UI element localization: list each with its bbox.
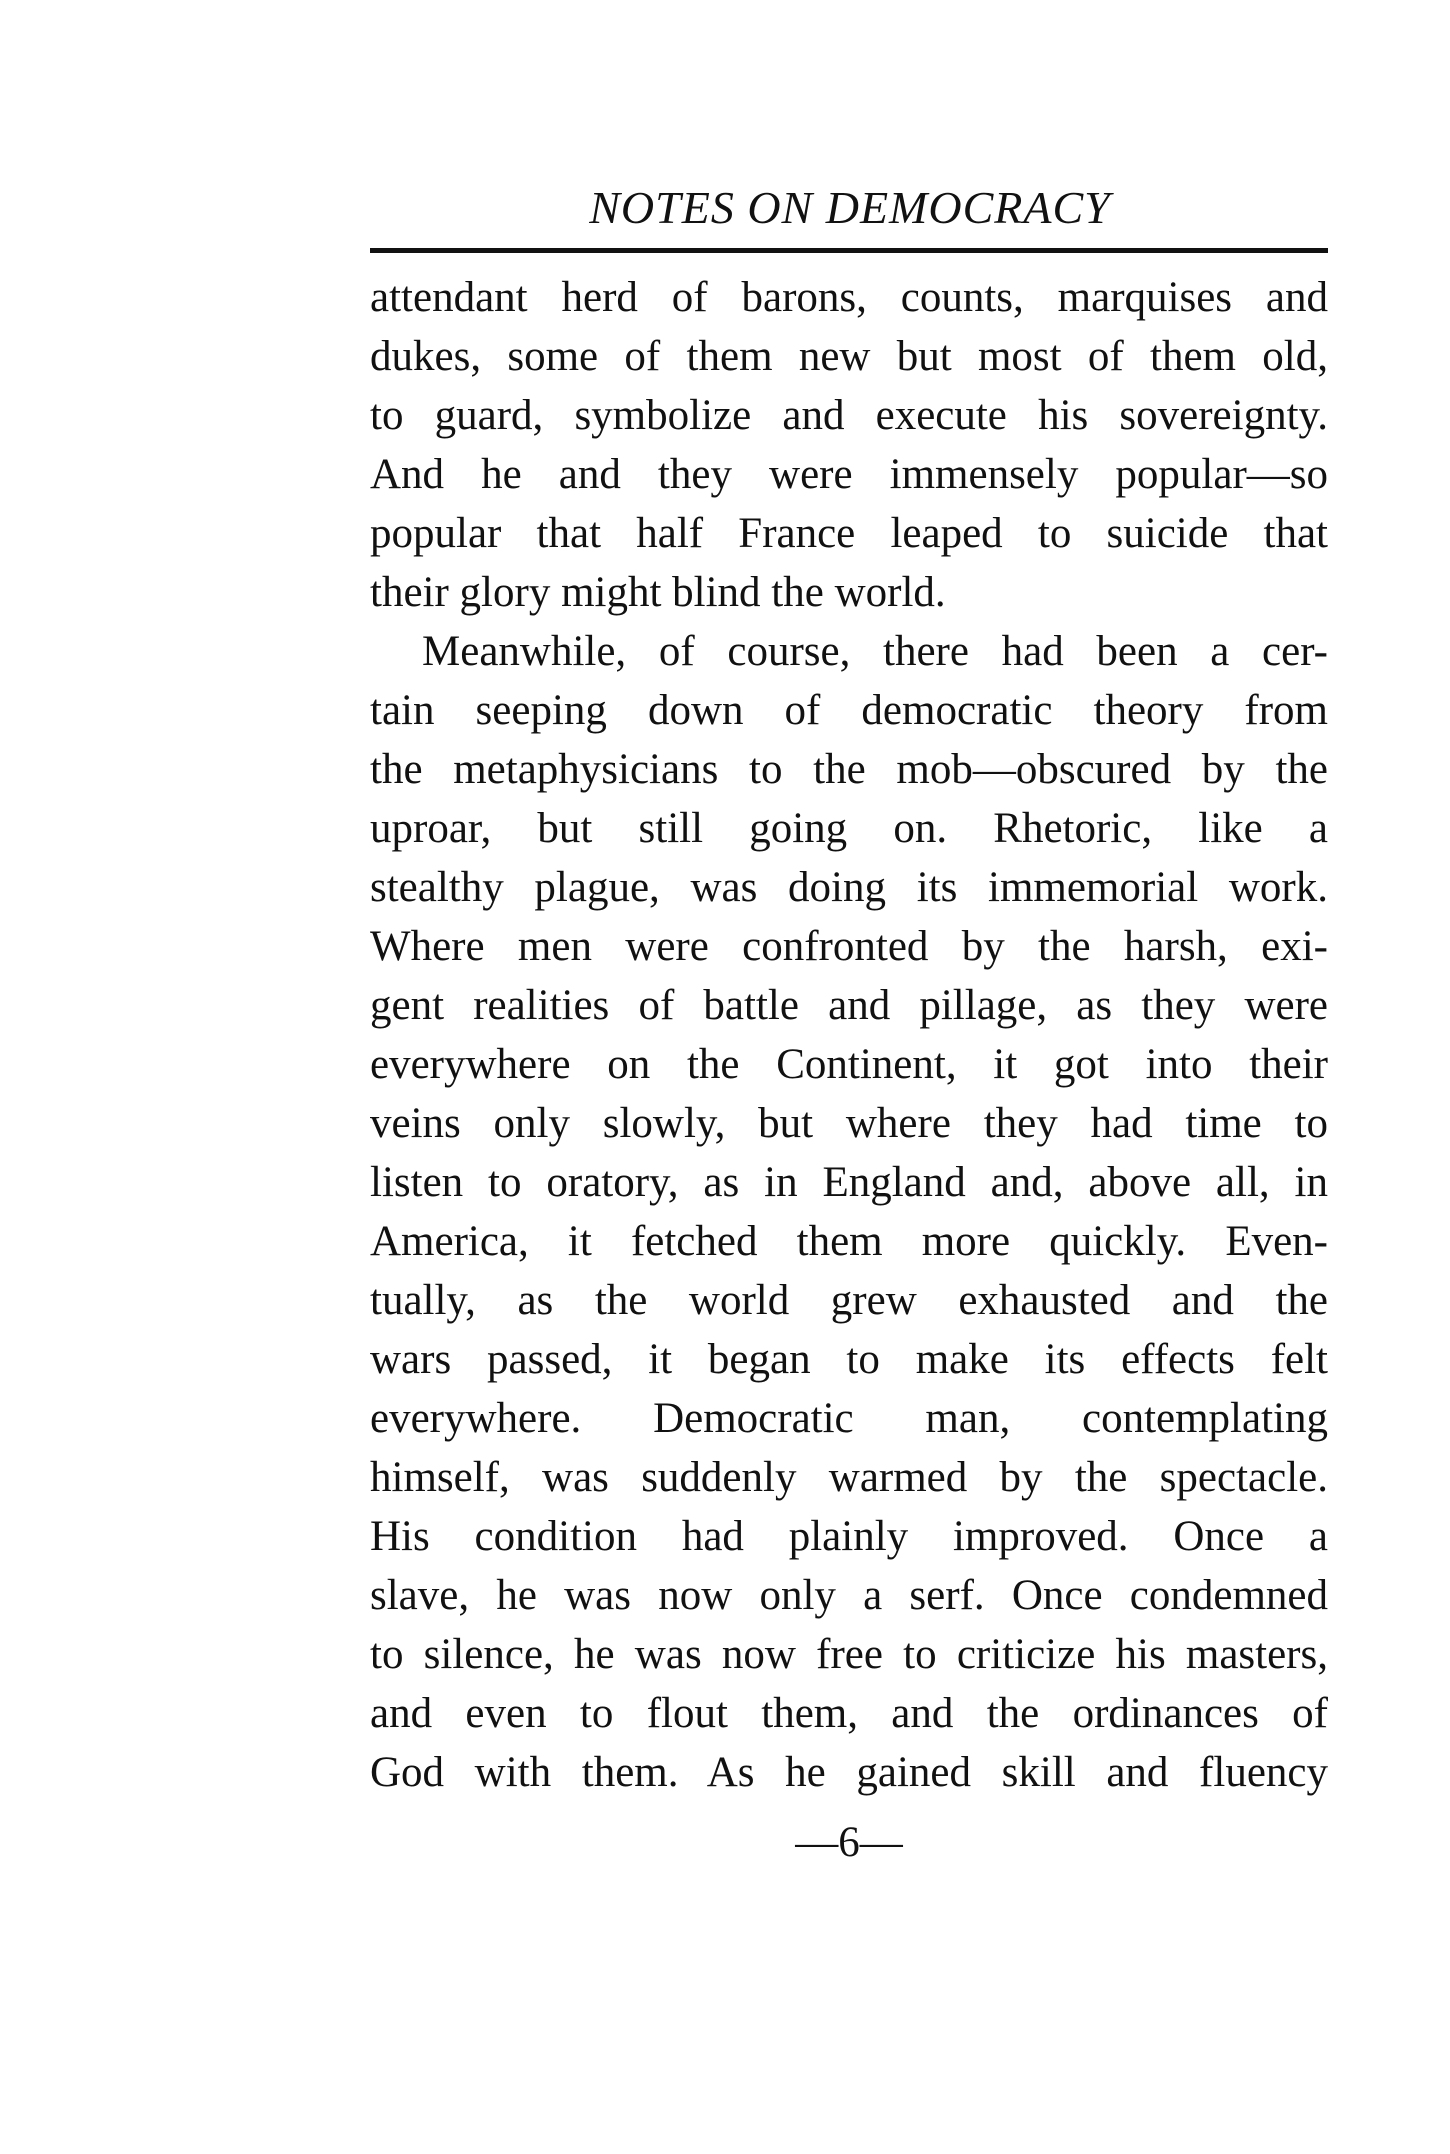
page-number: —6—	[795, 1819, 903, 1866]
text-line: wars passed, it began to make its effects felt	[370, 1336, 1328, 1383]
header-rule	[370, 248, 1328, 253]
text-line: tually, as the world grew exhausted and the	[370, 1277, 1328, 1324]
text-line: popular that half France leaped to suicide that	[370, 510, 1328, 557]
text-line: Where men were confronted by the harsh, exi-	[370, 923, 1328, 970]
text-line: Meanwhile, of course, there had been a cer-	[422, 628, 1328, 675]
text-line: attendant herd of barons, counts, marquises and	[370, 274, 1328, 321]
running-head: NOTES ON DEMOCRACY	[589, 182, 1111, 233]
text-line: everywhere on the Continent, it got into their	[370, 1041, 1328, 1088]
text-line: everywhere. Democratic man, contemplating	[370, 1395, 1328, 1442]
text-line: to guard, symbolize and execute his sovereignty.	[370, 392, 1328, 439]
text-line: himself, was suddenly warmed by the spectacle.	[370, 1454, 1328, 1501]
text-line: dukes, some of them new but most of them old,	[370, 333, 1328, 380]
text-line: His condition had plainly improved. Once a	[370, 1513, 1328, 1560]
body-text	[370, 268, 1328, 1802]
text-line: tain seeping down of democratic theory from	[370, 687, 1328, 734]
text-line: listen to oratory, as in England and, above all, in	[370, 1159, 1328, 1206]
text-line: uproar, but still going on. Rhetoric, like a	[370, 805, 1328, 852]
text-line: and even to flout them, and the ordinances of	[370, 1690, 1328, 1737]
text-line: stealthy plague, was doing its immemorial work.	[370, 864, 1328, 911]
text-line: to silence, he was now free to criticize his masters,	[370, 1631, 1328, 1678]
text-line: their glory might blind the world.	[370, 569, 946, 616]
text-line: slave, he was now only a serf. Once condemned	[370, 1572, 1328, 1619]
text-line: America, it fetched them more quickly. Even-	[370, 1218, 1328, 1265]
text-line: veins only slowly, but where they had time to	[370, 1100, 1328, 1147]
text-line: And he and they were immensely popular—so	[370, 451, 1328, 498]
text-line: gent realities of battle and pillage, as they were	[370, 982, 1328, 1029]
text-line: God with them. As he gained skill and fluency	[370, 1749, 1328, 1796]
text-line: the metaphysicians to the mob—obscured by the	[370, 746, 1328, 793]
